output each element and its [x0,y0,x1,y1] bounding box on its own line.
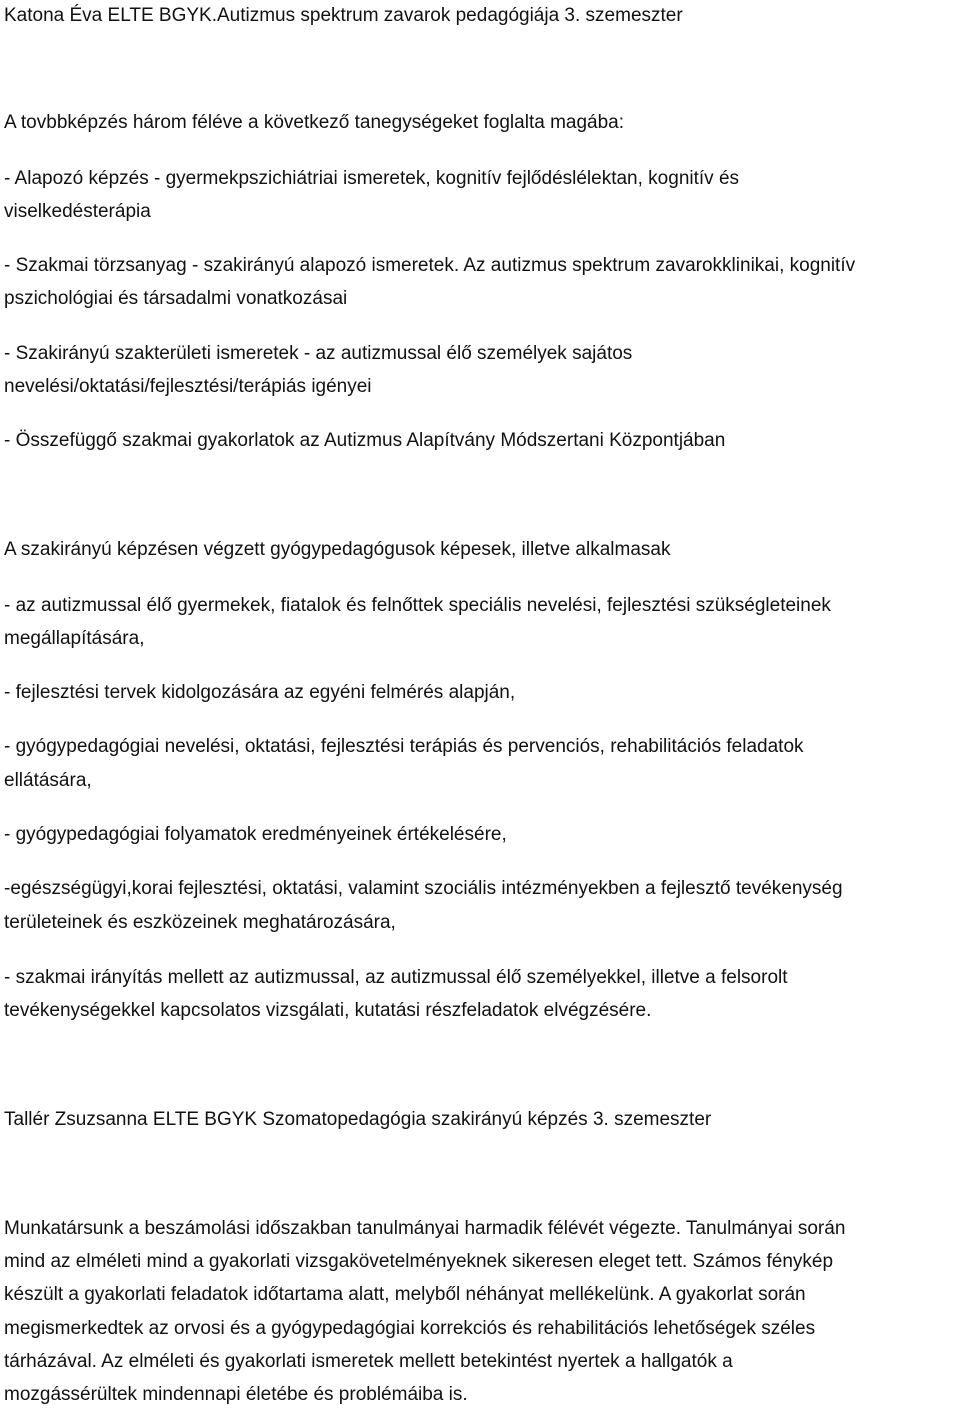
section-header-taller: Tallér Zsuzsanna ELTE BGYK Szomatopedagógia szakirányú képzés 3. szemeszter [4,1109,712,1130]
paragraph-line: megismerkedtek az orvosi és a gyógypedagógiai korrekciós és rehabilitációs lehetőségek széles [4,1318,816,1339]
list-item: - gyógypedagógiai nevelési, oktatási, fejlesztési terápiás és pervenciós, rehabilitációs feladatok [4,736,804,757]
list-item: - fejlesztési tervek kidolgozására az egyéni felmérés alapján, [4,682,516,703]
list-item-continuation: megállapítására, [4,628,145,649]
list-item-continuation: viselkedésterápia [4,201,151,222]
list-item-continuation: területeinek és eszközeinek meghatározására, [4,912,396,933]
paragraph-line: tárházával. Az elméleti és gyakorlati ismeretek mellett betekintést nyertek a hallgatók a [4,1351,733,1372]
list-item-continuation: pszichológiai és társadalmi vonatkozásai [4,288,348,309]
paragraph-line: Munkatársunk a beszámolási időszakban tanulmányai harmadik félévét végezte. Tanulmányai során [4,1218,846,1239]
list-item: - Szakirányú szakterületi ismeretek - az autizmussal élő személyek sajátos [4,343,633,364]
list-item: - szakmai irányítás mellett az autizmussal, az autizmussal élő személyekkel, illetve a felsorolt [4,967,788,988]
list-item: -egészségügyi,korai fejlesztési, oktatási, valamint szociális intézményekben a fejlesztő tevékenység [4,878,843,899]
list-item: - Alapozó képzés - gyermekpszichiátriai ismeretek, kognitív fejlődéslélektan, kognitív és [4,168,740,189]
list-item-continuation: tevékenységekkel kapcsolatos vizsgálati, kutatási részfeladatok elvégzésére. [4,1000,652,1021]
paragraph-line: mozgássérültek mindennapi életébe és problémáiba is. [4,1384,468,1405]
section-intro: A tovbbképzés három féléve a következő tanegységeket foglalta magába: [4,112,625,133]
list-item: - az autizmussal élő gyermekek, fiatalok és felnőttek speciális nevelési, fejlesztési szükségleteinek [4,595,831,616]
list-item: - Szakmai törzsanyag - szakirányú alapozó ismeretek. Az autizmus spektrum zavarokklinikai, kognitív [4,255,856,276]
section-intro: A szakirányú képzésen végzett gyógypedagógusok képesek, illetve alkalmasak [4,539,671,560]
section-header-katona: Katona Éva ELTE BGYK.Autizmus spektrum zavarok pedagógiája 3. szemeszter [4,5,683,26]
list-item-continuation: nevelési/oktatási/fejlesztési/terápiás igényei [4,376,372,397]
paragraph-line: mind az elméleti mind a gyakorlati vizsgakövetelményeknek sikeresen eleget tett. Számos fénykép [4,1251,834,1272]
paragraph-line: készült a gyakorlati feladatok időtartama alatt, melyből néhányat mellékelünk. A gyakorlat során [4,1284,806,1305]
list-item-continuation: ellátására, [4,770,92,791]
list-item: - Összefüggő szakmai gyakorlatok az Autizmus Alapítvány Módszertani Központjában [4,430,726,451]
list-item: - gyógypedagógiai folyamatok eredményeinek értékelésére, [4,824,507,845]
